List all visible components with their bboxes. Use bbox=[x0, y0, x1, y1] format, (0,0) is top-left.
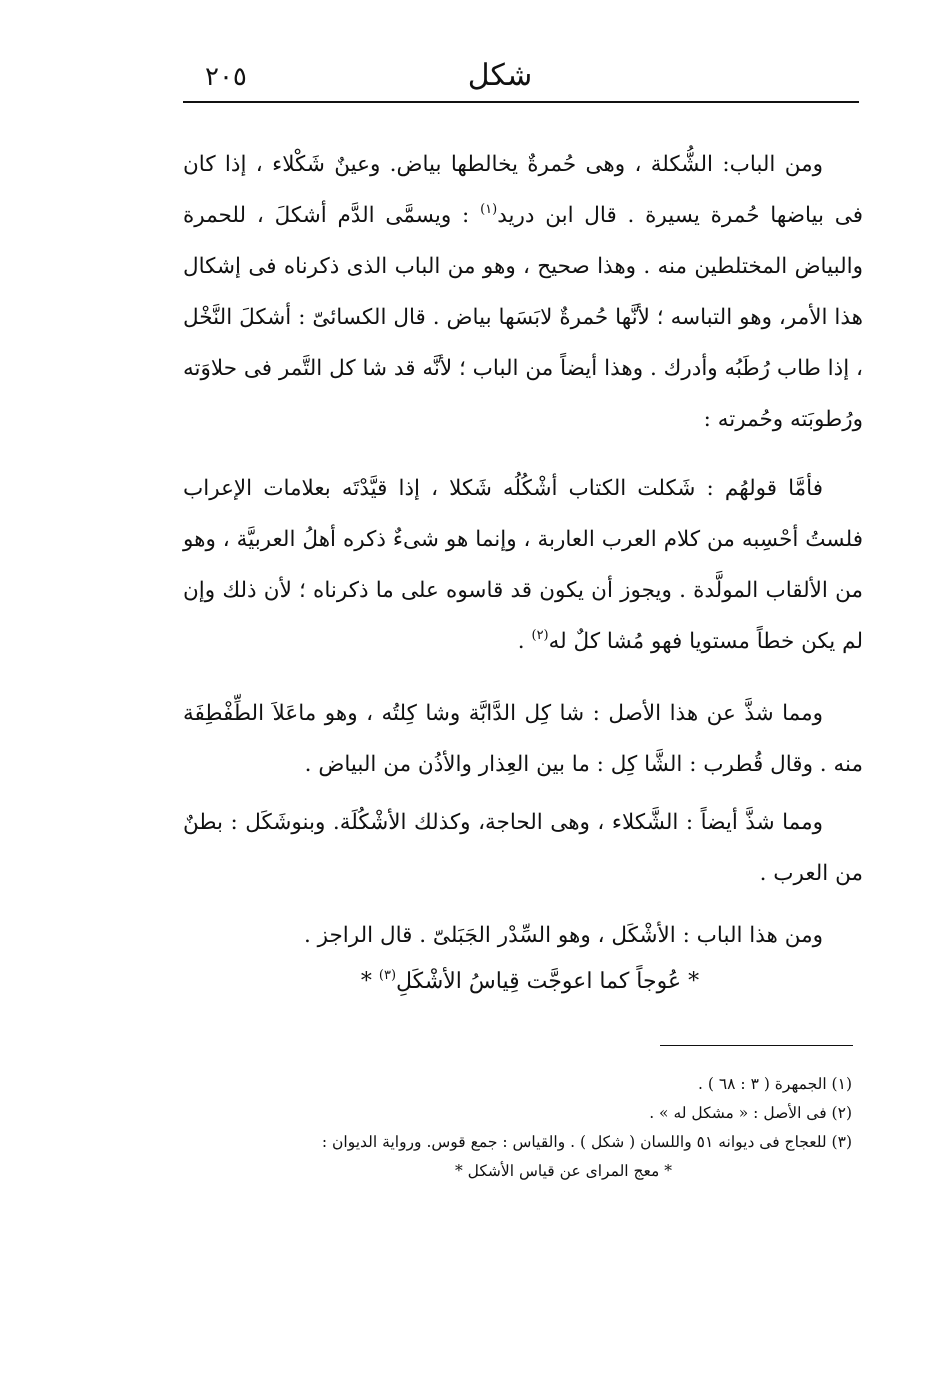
paragraph-text: ومن الباب: الشُّكلة ، وهى حُمرةٌ يخالطها بياض. وعينٌ شَكْلاء ، إذا كان فى بياضها حُمرة يسيرة . قال ابن دريد bbox=[183, 152, 863, 228]
paragraph-text: ومما شذَّ أيضاً : الشَّكلاء ، وهى الحاجة، وكذلك الأشْكُلَة. وبنوشَكَل : بطنٌ من العرب . bbox=[183, 810, 863, 886]
page-number: ٢٠٥ bbox=[205, 62, 247, 92]
paragraph-text: ومما شذَّ عن هذا الأصل : شا كِل الدَّابَّة وشا كِلتُه ، وهو ماعَلاَ الطِّفْطِفَة منه . وقال قُطرب : الشَّا كِل : ما بين العِذار والأذُن من البياض . bbox=[183, 701, 863, 777]
paragraph-text: فأمَّا قولهُم : شَكلت الكتاب أشْكُلُه شَكلا ، إذا قيَّدْتَه بعلامات الإعراب فلستُ أحْسِبه من كلام العرب العاربة ، وإنما هو شىءٌ ذكره أهلُ العربيَّة ، وهو من الألقاب المولَّدة . ويجوز أن يكون قد قاسوه على ما ذكرناه ؛ لأن ذلك وإن لم يكن خطاً مستويا فهو مُشا كلٌ له bbox=[183, 476, 863, 654]
footnote-rule bbox=[660, 1045, 853, 1046]
header-rule bbox=[183, 101, 859, 103]
body-paragraph-5 bbox=[183, 910, 863, 961]
verse-line bbox=[260, 962, 800, 1002]
footnote-ref-1: (١) bbox=[480, 202, 498, 217]
body-paragraph-3 bbox=[183, 688, 863, 790]
footnote-ref-3: (٣) bbox=[378, 968, 397, 983]
paragraph-text: ومن هذا الباب : الأشْكَل ، وهو السِّدْر الجَبَلىّ . قال الراجز . bbox=[303, 923, 823, 948]
body-paragraph-4 bbox=[183, 797, 863, 899]
page-header-title: شكل bbox=[467, 58, 533, 93]
paragraph-text-continued: : ويسمَّى الدَّم أشكلَ ، للحمرة والبياض المختلطين منه . وهذا صحيح ، وهو من الباب الذى ذكرناه فى إشكال هذا الأمر، وهو التباسه ؛ لأنَّها حُمرةٌ لابَسَها بياض . قال الكسائىّ : أشكلَ النَّخْل ، إذا طاب رُطَبُه وأدرك . وهذا أيضاً من الباب ؛ لأنَّه قد شا كل التَّمر فى حلاوَته ورُطوبَته وحُمرته : bbox=[183, 203, 863, 432]
footnote-ref-2: (٢) bbox=[531, 628, 549, 643]
body-paragraph-2 bbox=[183, 463, 863, 667]
footnote-3: (٣) للعجاج فى ديوانه ٥١ واللسان ( شكل ) . والقياس : جمع قوس. ورواية الديوان : bbox=[321, 1133, 852, 1151]
footnotes bbox=[220, 1070, 852, 1186]
footnote-1: (١) الجمهرة ( ٣ : ٦٨ ) . bbox=[698, 1075, 852, 1093]
paragraph-end: . bbox=[517, 629, 525, 654]
footnote-3-verse: * معج المراى عن قياس الأشكل * bbox=[454, 1162, 672, 1180]
footnote-2: (٢) فى الأصل : « مشكل له » . bbox=[649, 1104, 852, 1122]
verse-end-mark: * bbox=[360, 969, 372, 994]
body-paragraph-1 bbox=[183, 139, 863, 445]
verse-text: * عُوجاً كما اعوجَّت قِياسُ الأشْكَلِ bbox=[396, 969, 700, 994]
